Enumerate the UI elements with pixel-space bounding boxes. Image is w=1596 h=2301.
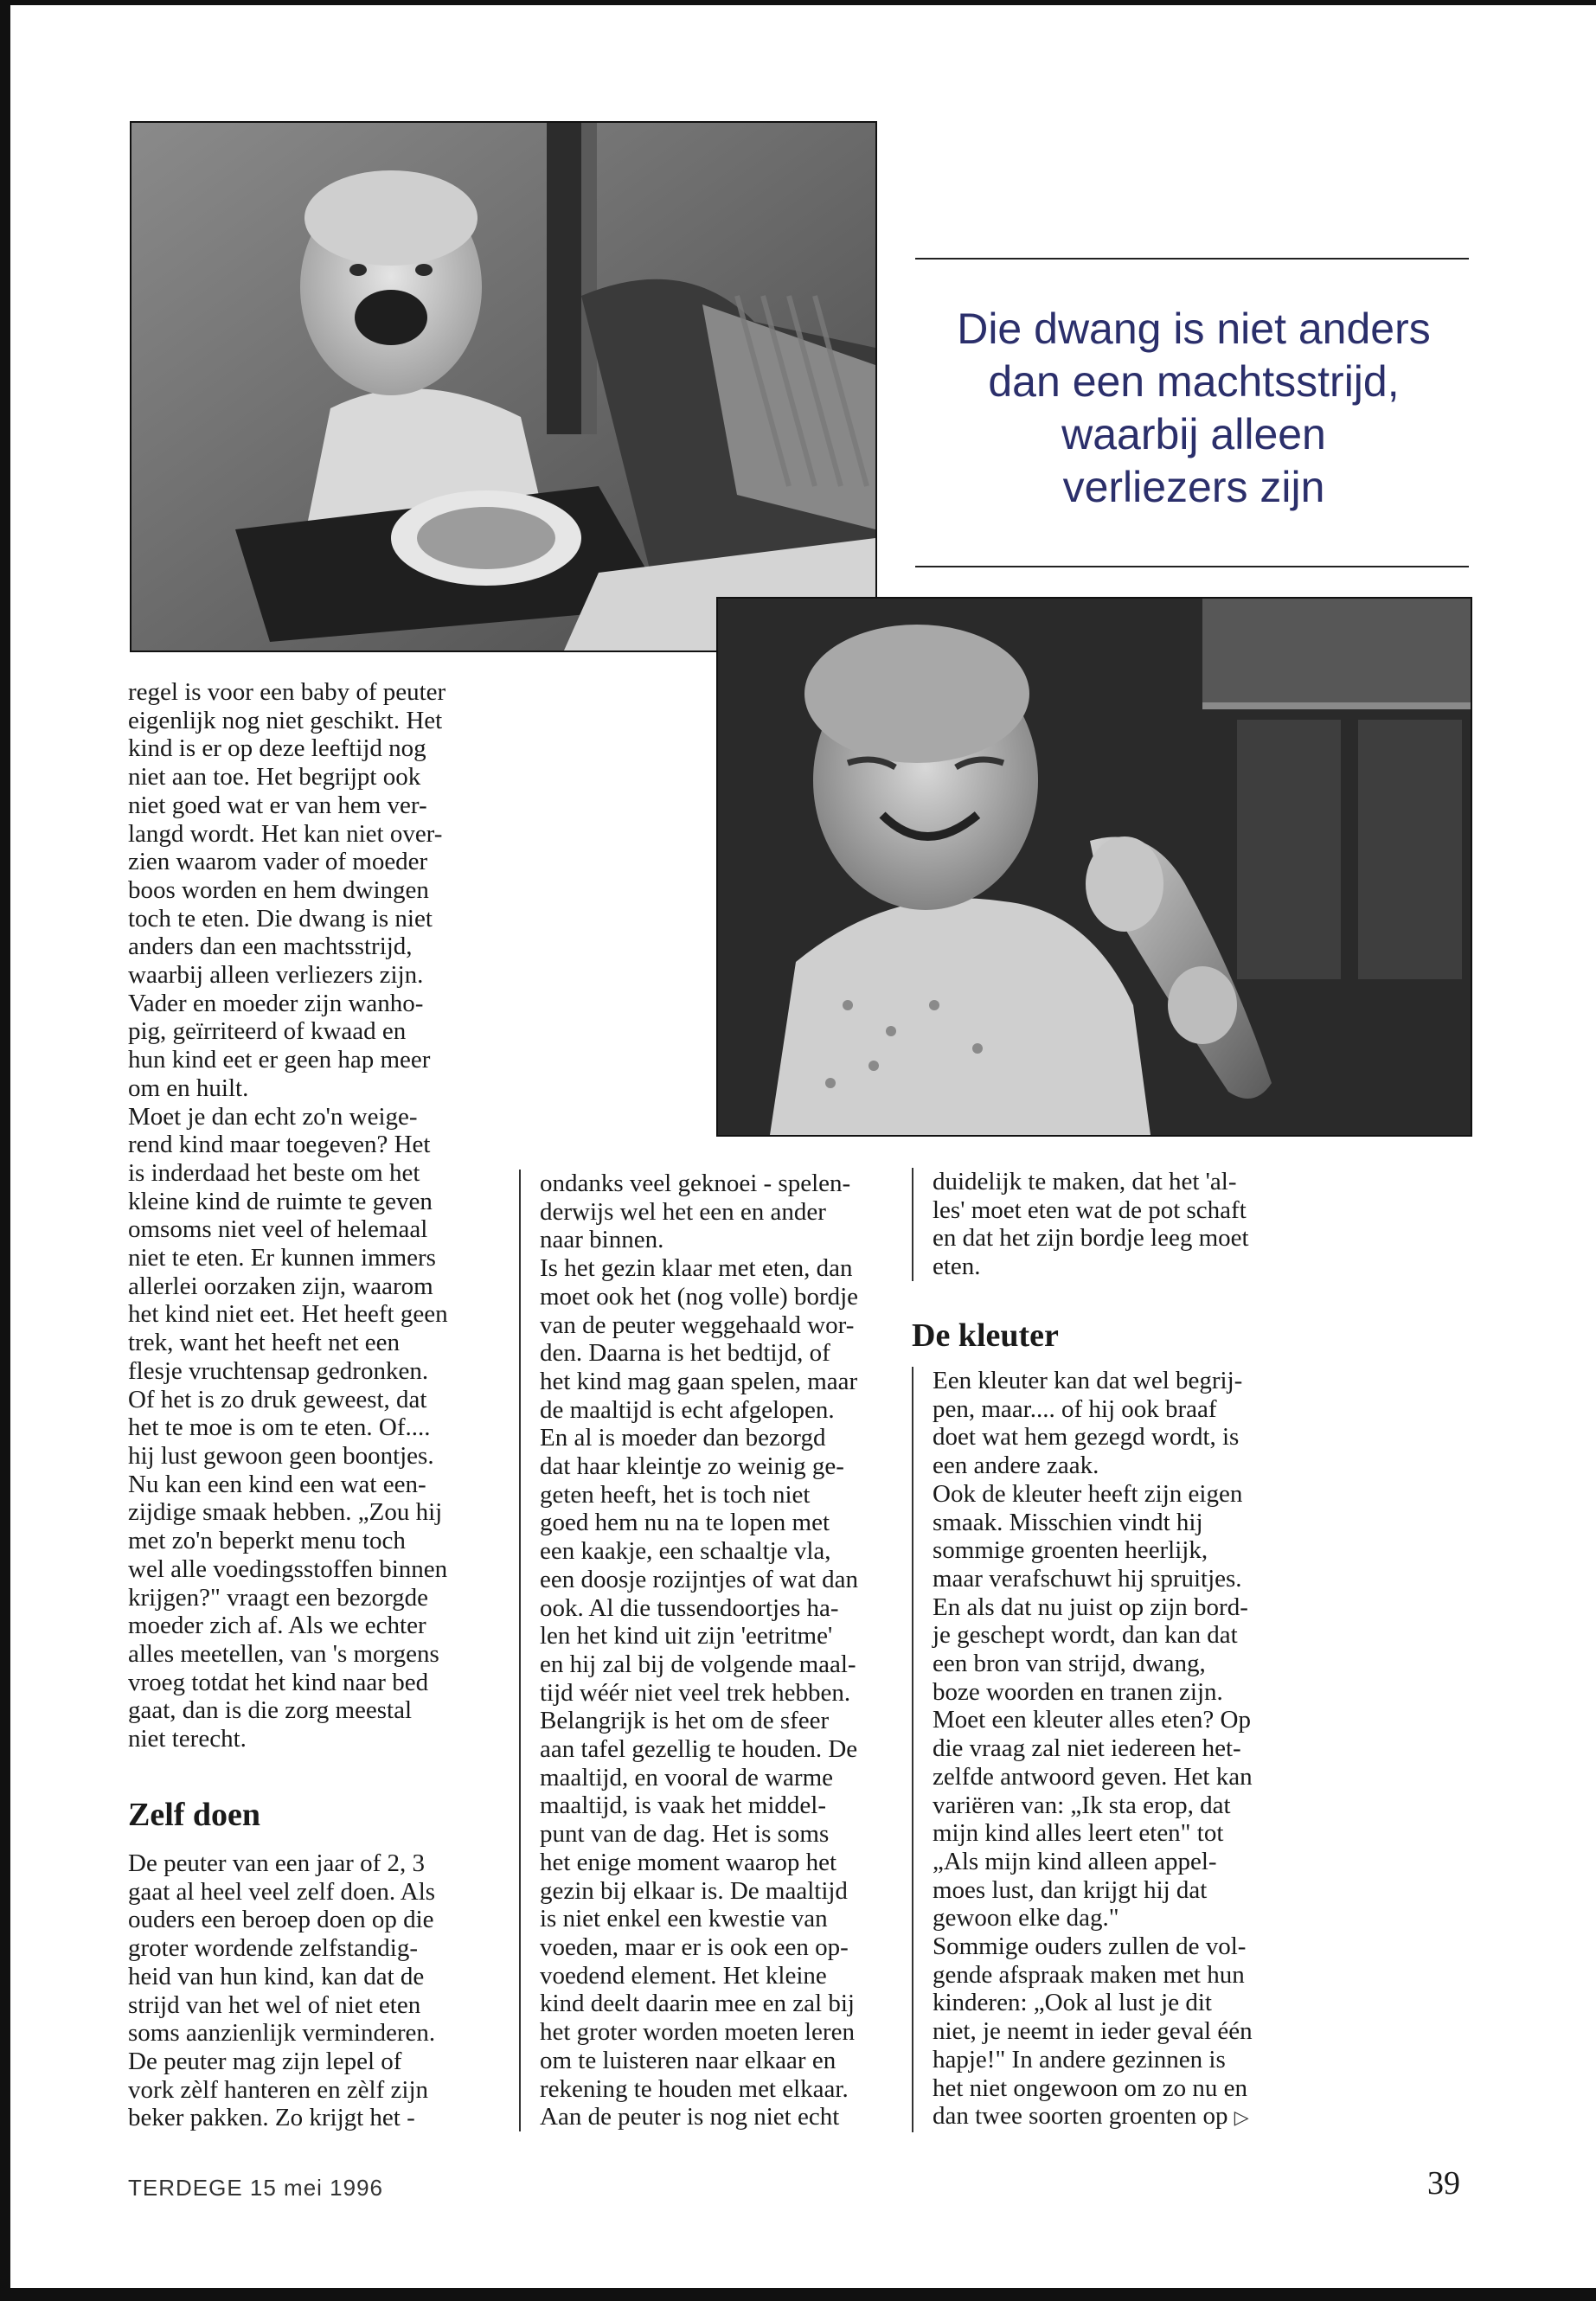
text-line: het kind niet eet. Het heeft geen bbox=[128, 1300, 448, 1329]
text-line: het niet ongewoon om zo nu en bbox=[933, 2073, 1248, 2102]
text-line: heid van hun kind, kan dat de bbox=[128, 1962, 425, 1990]
text-line: gaat al heel veel zelf doen. Als bbox=[128, 1877, 436, 1906]
text-line: kinderen: „Ook al lust je dit bbox=[933, 1989, 1212, 2017]
section-heading-zelf-doen: Zelf doen bbox=[128, 1797, 261, 1833]
text-line: sommige groenten heerlijk, bbox=[933, 1536, 1208, 1565]
text-line: groter wordende zelfstandig- bbox=[128, 1934, 418, 1963]
section-heading-de-kleuter: De kleuter bbox=[912, 1317, 1059, 1354]
pull-quote-rule-top bbox=[915, 258, 1469, 260]
text-line: langd wordt. Het kan niet over- bbox=[128, 819, 443, 848]
text-line: pen, maar.... of hij ook braaf bbox=[933, 1394, 1217, 1423]
text-line: om te luisteren naar elkaar en bbox=[540, 2046, 836, 2074]
pull-quote-line: Die dwang is niet anders bbox=[957, 304, 1431, 353]
text-line: Vader en moeder zijn wanho- bbox=[128, 989, 424, 1017]
text-line: Ook de kleuter heeft zijn eigen bbox=[933, 1479, 1243, 1508]
text-line: en hij zal bij de volgende maal- bbox=[540, 1650, 856, 1678]
text-line: ook. Al die tussendoortjes ha- bbox=[540, 1593, 839, 1622]
text-line: het kind mag gaan spelen, maar bbox=[540, 1367, 858, 1395]
footer-publication: TERDEGE 15 mei 1996 bbox=[128, 2175, 384, 2201]
text-line: len het kind uit zijn 'eetritme' bbox=[540, 1622, 833, 1650]
text-line: ondanks veel geknoei - spelen- bbox=[540, 1170, 851, 1197]
text-line: Sommige ouders zullen de vol- bbox=[933, 1932, 1247, 1961]
text-line-content: dan twee soorten groenten op bbox=[933, 2102, 1228, 2131]
text-line: hij lust gewoon geen boontjes. bbox=[128, 1441, 434, 1470]
text-line: zien waarom vader of moeder bbox=[128, 848, 428, 876]
page-number: 39 bbox=[1427, 2165, 1460, 2202]
text-line: je geschept wordt, dan kan dat bbox=[933, 1621, 1238, 1650]
continue-arrow-icon: ▷ bbox=[1234, 2106, 1249, 2129]
text-line: „Als mijn kind alleen appel- bbox=[933, 1847, 1217, 1875]
text-line: de maaltijd is echt afgelopen. bbox=[540, 1395, 835, 1424]
pull-quote-rule-bottom bbox=[915, 566, 1469, 567]
text-line: kleine kind de ruimte te geven bbox=[128, 1187, 433, 1215]
text-line: wel alle voedingsstoffen binnen bbox=[128, 1554, 448, 1583]
text-line: moes lust, dan krijgt hij dat bbox=[933, 1875, 1208, 1904]
pull-quote-line: dan een machtsstrijd, bbox=[988, 357, 1400, 406]
text-line: punt van de dag. Het is soms bbox=[540, 1820, 830, 1849]
text-line: Belangrijk is het om de sfeer bbox=[540, 1707, 830, 1735]
text-line: strijd van het wel of niet eten bbox=[128, 1990, 421, 2019]
text-line: Moet je dan echt zo'n weige- bbox=[128, 1102, 418, 1131]
text-line: boos worden en hem dwingen bbox=[128, 875, 429, 904]
text-line: krijgen?" vraagt een bezorgde bbox=[128, 1583, 429, 1612]
text-line: beker pakken. Zo krijgt het - bbox=[128, 2104, 415, 2132]
text-line: eten. bbox=[933, 1253, 981, 1281]
text-line: kind is er op deze leeftijd nog bbox=[128, 734, 426, 763]
text-line: Moet een kleuter alles eten? Op bbox=[933, 1706, 1251, 1734]
text-line: smaak. Misschien vindt hij bbox=[933, 1508, 1203, 1536]
text-line: het enige moment waarop het bbox=[540, 1848, 837, 1876]
photo-child-with-vegetable bbox=[716, 597, 1472, 1137]
text-line: een andere zaak. bbox=[933, 1452, 1099, 1480]
text-line: niet aan toe. Het begrijpt ook bbox=[128, 763, 421, 792]
text-line: voeden, maar er is ook een op- bbox=[540, 1932, 849, 1961]
text-line: niet terecht. bbox=[128, 1725, 247, 1753]
text-line: hun kind eet er geen hap meer bbox=[128, 1046, 431, 1074]
text-line: zijdige smaak hebben. „Zou hij bbox=[128, 1498, 443, 1527]
text-line: gende afspraak maken met hun bbox=[933, 1960, 1245, 1989]
text-line: maar verafschuwt hij spruitjes. bbox=[933, 1564, 1242, 1593]
page-frame-left bbox=[0, 0, 10, 2301]
text-line: is niet enkel een kwestie van bbox=[540, 1905, 828, 1933]
text-line: omsoms niet veel of helemaal bbox=[128, 1215, 428, 1244]
text-line: aan tafel gezellig te houden. De bbox=[540, 1735, 858, 1764]
text-line: regel is voor een baby of peuter bbox=[128, 678, 446, 706]
text-line: met zo'n beperkt menu toch bbox=[128, 1527, 406, 1555]
text-line: het te moe is om te eten. Of.... bbox=[128, 1413, 431, 1442]
text-line: is inderdaad het beste om het bbox=[128, 1158, 420, 1187]
text-line: rekening te houden met elkaar. bbox=[540, 2074, 849, 2103]
text-line: allerlei oorzaken zijn, waarom bbox=[128, 1272, 433, 1300]
text-line: De peuter van een jaar of 2, 3 bbox=[128, 1849, 426, 1877]
text-line: Een kleuter kan dat wel begrij- bbox=[933, 1367, 1243, 1394]
text-line: tijd wéér niet veel trek hebben. bbox=[540, 1678, 851, 1707]
text-line: het groter worden moeten leren bbox=[540, 2018, 855, 2047]
text-line: voedend element. Het kleine bbox=[540, 1961, 827, 1990]
text-line: vork zèlf hanteren en zèlf zijn bbox=[128, 2075, 429, 2104]
text-line: moet ook het (nog volle) bordje bbox=[540, 1282, 859, 1311]
text-line: Is het gezin klaar met eten, dan bbox=[540, 1254, 853, 1283]
article-column-3 bbox=[912, 1367, 1277, 2132]
text-line: dat haar kleintje zo weinig ge- bbox=[540, 1452, 844, 1481]
text-line: duidelijk te maken, dat het 'al- bbox=[933, 1168, 1237, 1195]
text-line: Of het is zo druk geweest, dat bbox=[128, 1385, 427, 1413]
text-line: flesje vruchtensap gedronken. bbox=[128, 1356, 429, 1385]
text-line: hapje!" In andere gezinnen is bbox=[933, 2045, 1226, 2073]
text-line: En als dat nu juist op zijn bord- bbox=[933, 1593, 1248, 1621]
text-line: die vraag zal niet iedereen het- bbox=[933, 1734, 1241, 1763]
text-line: En al is moeder dan bezorgd bbox=[540, 1424, 826, 1452]
text-line: geten heeft, het is toch niet bbox=[540, 1480, 811, 1509]
text-line: een bron van strijd, dwang, bbox=[933, 1650, 1206, 1678]
pull-quote-line: verliezers zijn bbox=[1062, 463, 1325, 511]
page-frame-bottom bbox=[0, 2288, 1596, 2301]
page-frame-top bbox=[0, 0, 1596, 5]
text-line: soms aanzienlijk verminderen. bbox=[128, 2019, 436, 2048]
text-line: derwijs wel het een en ander bbox=[540, 1197, 826, 1226]
text-line: pig, geïrriteerd of kwaad en bbox=[128, 1017, 407, 1046]
text-line: maaltijd, en vooral de warme bbox=[540, 1763, 834, 1791]
article-column-1 bbox=[128, 678, 509, 1753]
text-line: maaltijd, is vaak het middel- bbox=[540, 1791, 826, 1820]
text-line: doet wat hem gezegd wordt, is bbox=[933, 1423, 1240, 1452]
pull-quote-line: waarbij alleen bbox=[1061, 410, 1326, 458]
text-line: niet, je neemt in ieder geval één bbox=[933, 2017, 1253, 2046]
text-line: een kaakje, een schaaltje vla, bbox=[540, 1537, 831, 1566]
text-line: naar binnen. bbox=[540, 1226, 664, 1254]
text-line: variëren van: „Ik sta erop, dat bbox=[933, 1791, 1231, 1819]
text-line: waarbij alleen verliezers zijn. bbox=[128, 961, 424, 990]
text-line: trek, want het heeft net een bbox=[128, 1329, 401, 1357]
text-line: van de peuter weggehaald wor- bbox=[540, 1311, 855, 1339]
text-line bbox=[913, 2102, 1277, 2132]
text-line: Nu kan een kind een wat een- bbox=[128, 1470, 426, 1498]
text-line: Aan de peuter is nog niet echt bbox=[540, 2103, 840, 2131]
article-column-2 bbox=[519, 1170, 884, 2131]
text-line: niet te eten. Er kunnen immers bbox=[128, 1244, 436, 1272]
text-line: niet goed wat er van hem ver- bbox=[128, 791, 427, 819]
text-line: De peuter mag zijn lepel of bbox=[128, 2047, 402, 2075]
text-line: kind deelt daarin mee en zal bij bbox=[540, 1990, 855, 2018]
text-line: ouders een beroep doen op die bbox=[128, 1906, 434, 1934]
text-line: rend kind maar toegeven? Het bbox=[128, 1131, 431, 1159]
photo-toddler-high-chair bbox=[130, 121, 877, 652]
text-line: boze woorden en tranen zijn. bbox=[933, 1677, 1223, 1706]
text-line: den. Daarna is het bedtijd, of bbox=[540, 1339, 830, 1368]
text-line: alles meetellen, van 's morgens bbox=[128, 1639, 439, 1668]
text-line: gezin bij elkaar is. De maaltijd bbox=[540, 1876, 848, 1905]
text-line: toch te eten. Die dwang is niet bbox=[128, 904, 433, 933]
text-line: les' moet eten wat de pot schaft bbox=[933, 1195, 1247, 1224]
article-column-3-top bbox=[912, 1168, 1277, 1281]
text-line: gaat, dan is die zorg meestal bbox=[128, 1696, 413, 1725]
article-column-1-continued bbox=[128, 1849, 509, 2132]
text-line: mijn kind alles leert eten" tot bbox=[933, 1819, 1224, 1848]
text-line: eigenlijk nog niet geschikt. Het bbox=[128, 706, 443, 734]
text-line: anders dan een machtsstrijd, bbox=[128, 933, 413, 961]
text-line: zelfde antwoord geven. Het kan bbox=[933, 1762, 1253, 1791]
pull-quote bbox=[900, 303, 1488, 514]
text-line: goed hem nu na te lopen met bbox=[540, 1509, 830, 1537]
text-line: en dat het zijn bordje leeg moet bbox=[933, 1224, 1249, 1253]
text-line: vroeg totdat het kind naar bed bbox=[128, 1668, 429, 1696]
text-line: moeder zich af. Als we echter bbox=[128, 1612, 426, 1640]
text-line: gewoon elke dag." bbox=[933, 1904, 1119, 1932]
text-line: een doosje rozijntjes of wat dan bbox=[540, 1565, 859, 1593]
text-line: om en huilt. bbox=[128, 1074, 249, 1102]
